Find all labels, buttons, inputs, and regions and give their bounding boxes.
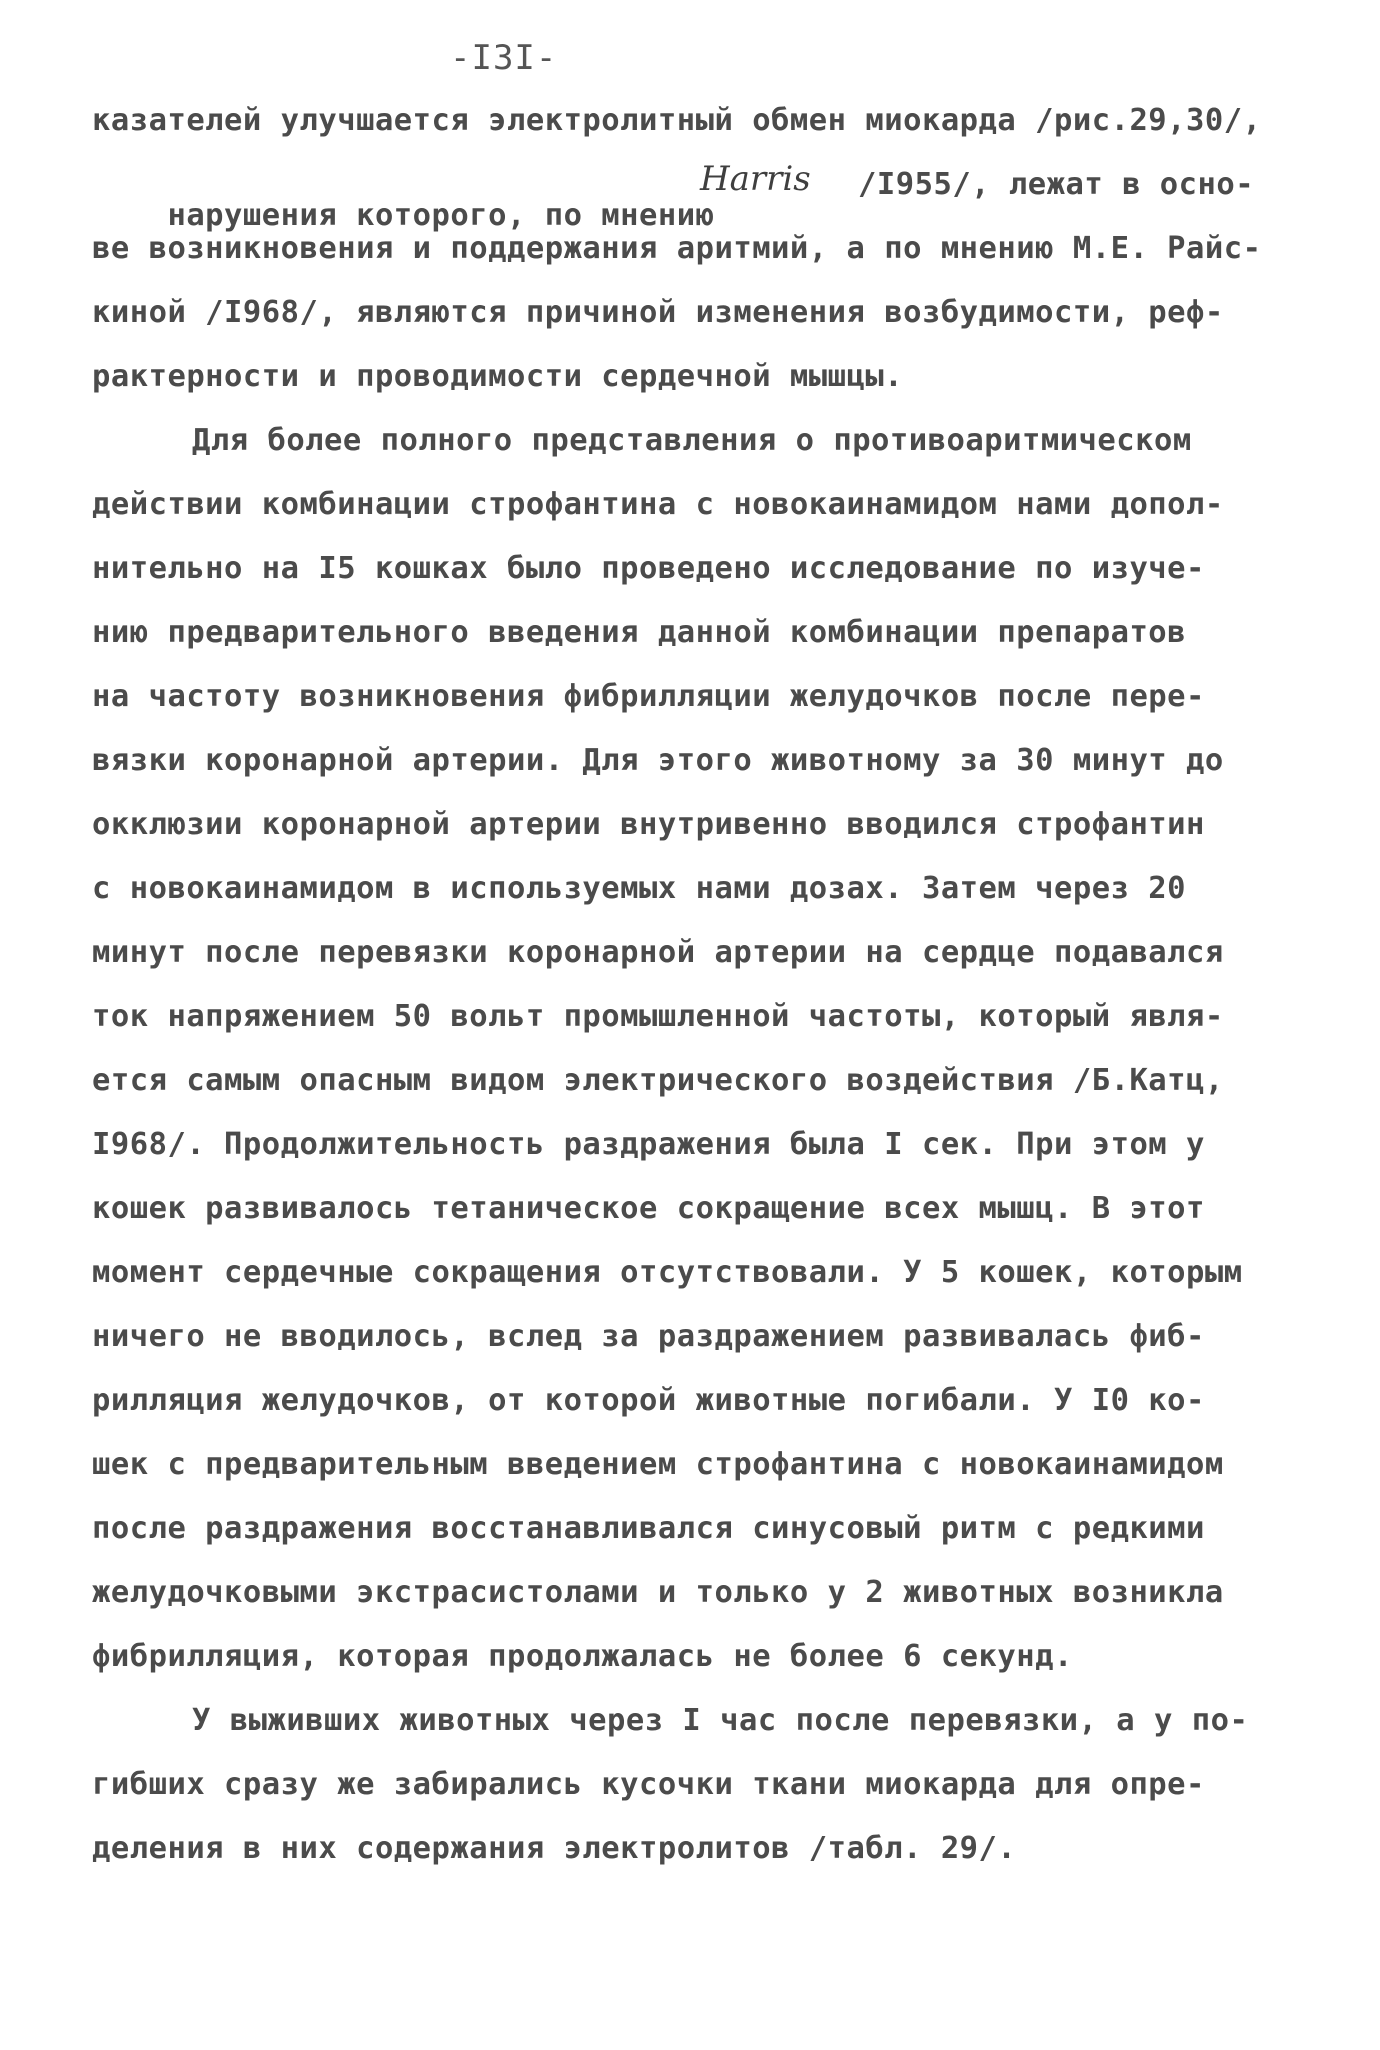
text-line: вязки коронарной артерии. Для этого животному за 30 минут до — [92, 743, 1224, 778]
text-line: /I955/, лежат в осно- — [858, 167, 1255, 202]
text-line: I968/. Продолжительность раздражения была I сек. При этом у — [92, 1127, 1205, 1162]
text-line: минут после перевязки коронарной артерии на сердце подавался — [92, 935, 1224, 970]
text-line: ток напряжением 50 вольт промышленной частоты, который явля- — [92, 999, 1224, 1034]
text-line: с новокаинамидом в используемых нами дозах. Затем через 20 — [92, 871, 1187, 906]
page-number: -I3I- — [450, 38, 558, 78]
paragraph-start-line: У выживших животных через I час после перевязки, а у по- — [192, 1703, 1249, 1738]
paragraph-start-line: Для более полного представления о противоаритмическом — [192, 423, 1192, 458]
text-line: действии комбинации строфантина с новокаинамидом нами допол- — [92, 487, 1224, 522]
text-line: киной /I968/, являются причиной изменения возбудимости, реф- — [92, 295, 1224, 330]
text-line: нительно на I5 кошках было проведено исследование по изуче- — [92, 551, 1205, 586]
text-line: после раздражения восстанавливался синусовый ритм с редкими — [92, 1511, 1205, 1546]
text-line: шек с предварительным введением строфантина с новокаинамидом — [92, 1447, 1224, 1482]
text-line: окклюзии коронарной артерии внутривенно вводился строфантин — [92, 807, 1205, 842]
text-line: ничего не вводилось, вслед за раздражением развивалась фиб- — [92, 1319, 1205, 1354]
text-line: деления в них содержания электролитов /табл. 29/. — [92, 1831, 1017, 1866]
text-line: рактерности и проводимости сердечной мышцы. — [92, 359, 904, 394]
text-line: нию предварительного введения данной комбинации препаратов — [92, 615, 1187, 650]
text-line: ется самым опасным видом электрического воздействия /Б.Катц, — [92, 1063, 1224, 1098]
text-line: гибших сразу же забирались кусочки ткани миокарда для опре- — [92, 1767, 1205, 1802]
text-fragment: нарушения которого, по мнению — [167, 197, 715, 233]
handwritten-name: Harris — [700, 159, 811, 199]
text-line: на частоту возникновения фибрилляции желудочков после пере- — [92, 679, 1205, 714]
text-line: ве возникновения и поддержания аритмий, а по мнению М.Е. Райс- — [92, 231, 1262, 266]
text-line: желудочковыми экстрасистолами и только у 2 животных возникла — [92, 1575, 1224, 1610]
text-line: момент сердечные сокращения отсутствовали. У 5 кошек, которым — [92, 1255, 1243, 1290]
text-line: казателей улучшается электролитный обмен миокарда /рис.29,30/, — [92, 103, 1262, 138]
text-line: фибрилляция, которая продолжалась не более 6 секунд. — [92, 1639, 1073, 1674]
text-line: кошек развивалось тетаническое сокращение всех мышц. В этот — [92, 1191, 1205, 1226]
text-line: рилляция желудочков, от которой животные погибали. У I0 ко- — [92, 1383, 1205, 1418]
